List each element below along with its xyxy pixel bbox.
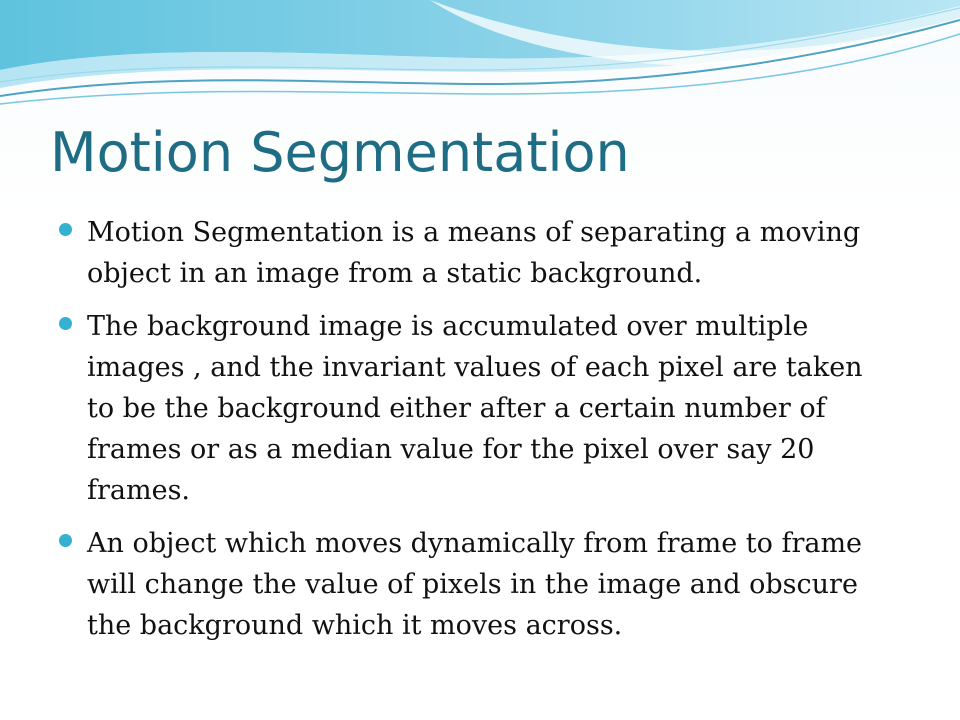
bullet-dot-icon — [59, 223, 72, 236]
slide-title: Motion Segmentation — [50, 121, 630, 184]
bullet-text: The background image is accumulated over multiple images , and the invariant values of each pixel are taken to be the background either after a certain number of frames or as a median value for the pixel over say 20 frames. — [87, 311, 863, 506]
header-wave-decoration — [0, 0, 960, 120]
bullet-item — [55, 212, 890, 294]
bullet-text: An object which moves dynamically from frame to frame will change the value of pixels in the image and obscure the background which it moves across. — [87, 528, 863, 641]
bullet-item — [55, 306, 890, 511]
bullet-item — [55, 523, 890, 646]
bullet-dot-icon — [59, 317, 72, 330]
bullet-dot-icon — [59, 534, 72, 547]
bullet-list — [55, 212, 890, 658]
bullet-text: Motion Segmentation is a means of separating a moving object in an image from a static background. — [87, 217, 861, 289]
